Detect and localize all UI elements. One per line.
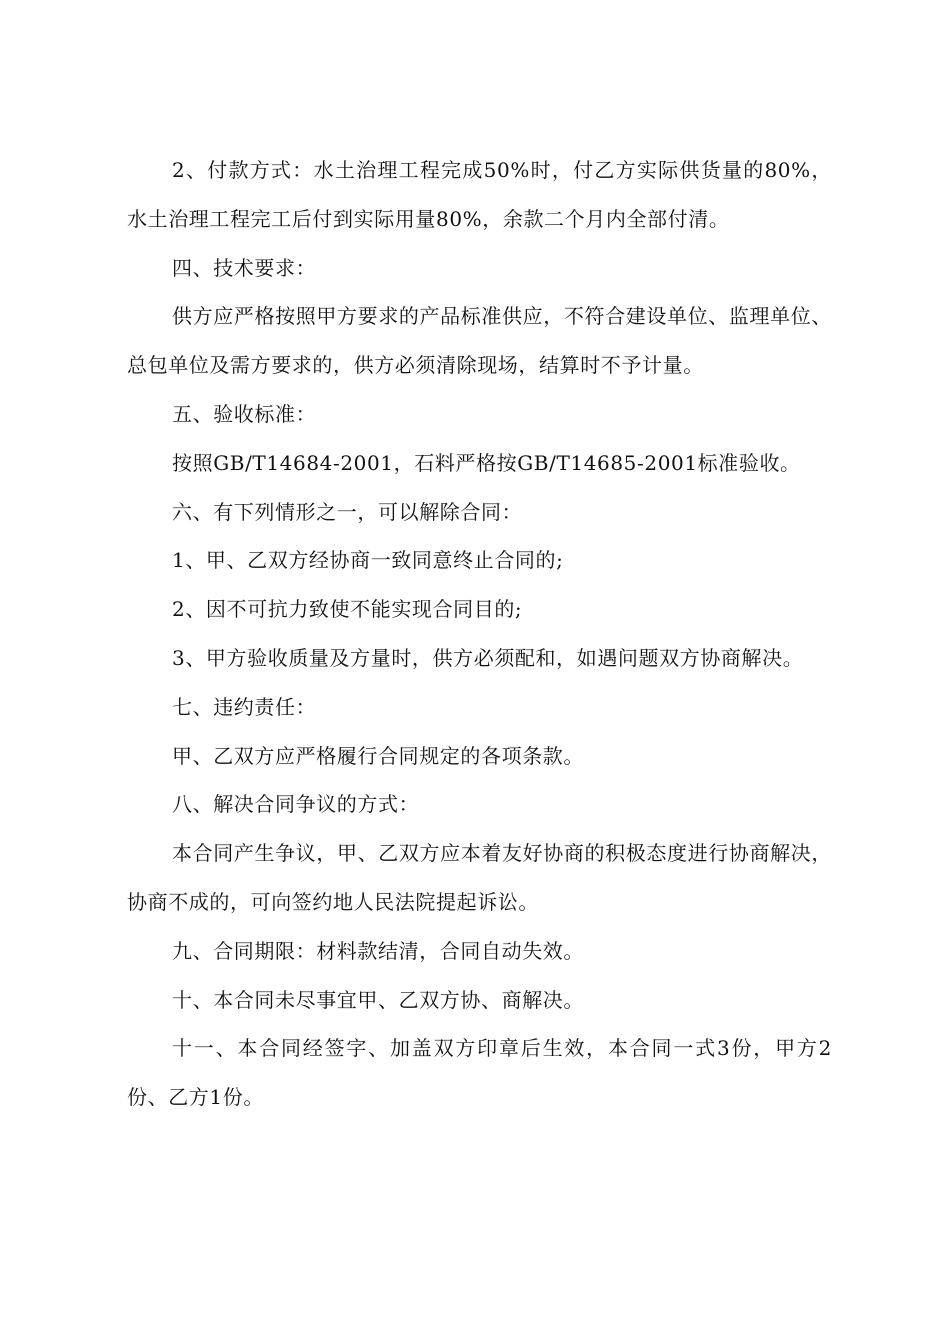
document-body [127, 146, 832, 1122]
heading-acceptance-standard: 五、验收标准： [172, 401, 317, 426]
paragraph-effectiveness: 十一、本合同经签字、加盖双方印章后生效，本合同一式3份，甲方2份、乙方1份。 [127, 1036, 832, 1110]
paragraph-termination-1: 1、甲、乙双方经协商一致同意终止合同的; [172, 548, 564, 573]
paragraph-contract-term: 九、合同期限：材料款结清，合同自动失效。 [172, 938, 584, 963]
paragraph-dispute-resolution: 本合同产生争议，甲、乙双方应本着友好协商的积极态度进行协商解决，协商不成的，可向签约地人民法院提起诉讼。 [127, 841, 832, 914]
heading-liability: 七、违约责任： [172, 694, 317, 719]
heading-dispute-resolution: 八、解决合同争议的方式： [172, 792, 420, 817]
paragraph-unresolved-matters: 十、本合同未尽事宜甲、乙双方协、商解决。 [172, 987, 584, 1012]
paragraph-termination-2: 2、因不可抗力致使不能实现合同目的; [172, 597, 523, 622]
paragraph-supply-standard: 供方应严格按照甲方要求的产品标准供应，不符合建设单位、监理单位、总包单位及需方要求的，供方必须清除现场，结算时不予计量。 [127, 304, 832, 378]
paragraph-termination-3: 3、甲方验收质量及方量时，供方必须配和，如遇问题双方协商解决。 [172, 645, 804, 670]
paragraph-acceptance-standard: 按照GB/T14684-2001，石料严格按GB/T14685-2001标准验收。 [172, 450, 801, 475]
paragraph-payment-method: 2、付款方式：水土治理工程完成50%时，付乙方实际供货量的80%，水土治理工程完工后付到实际用量80%，余款二个月内全部付清。 [127, 158, 832, 231]
paragraph-liability: 甲、乙双方应严格履行合同规定的各项条款。 [172, 743, 584, 768]
heading-termination: 六、有下列情形之一，可以解除合同： [172, 499, 523, 524]
heading-technical-requirements: 四、技术要求： [172, 255, 317, 280]
